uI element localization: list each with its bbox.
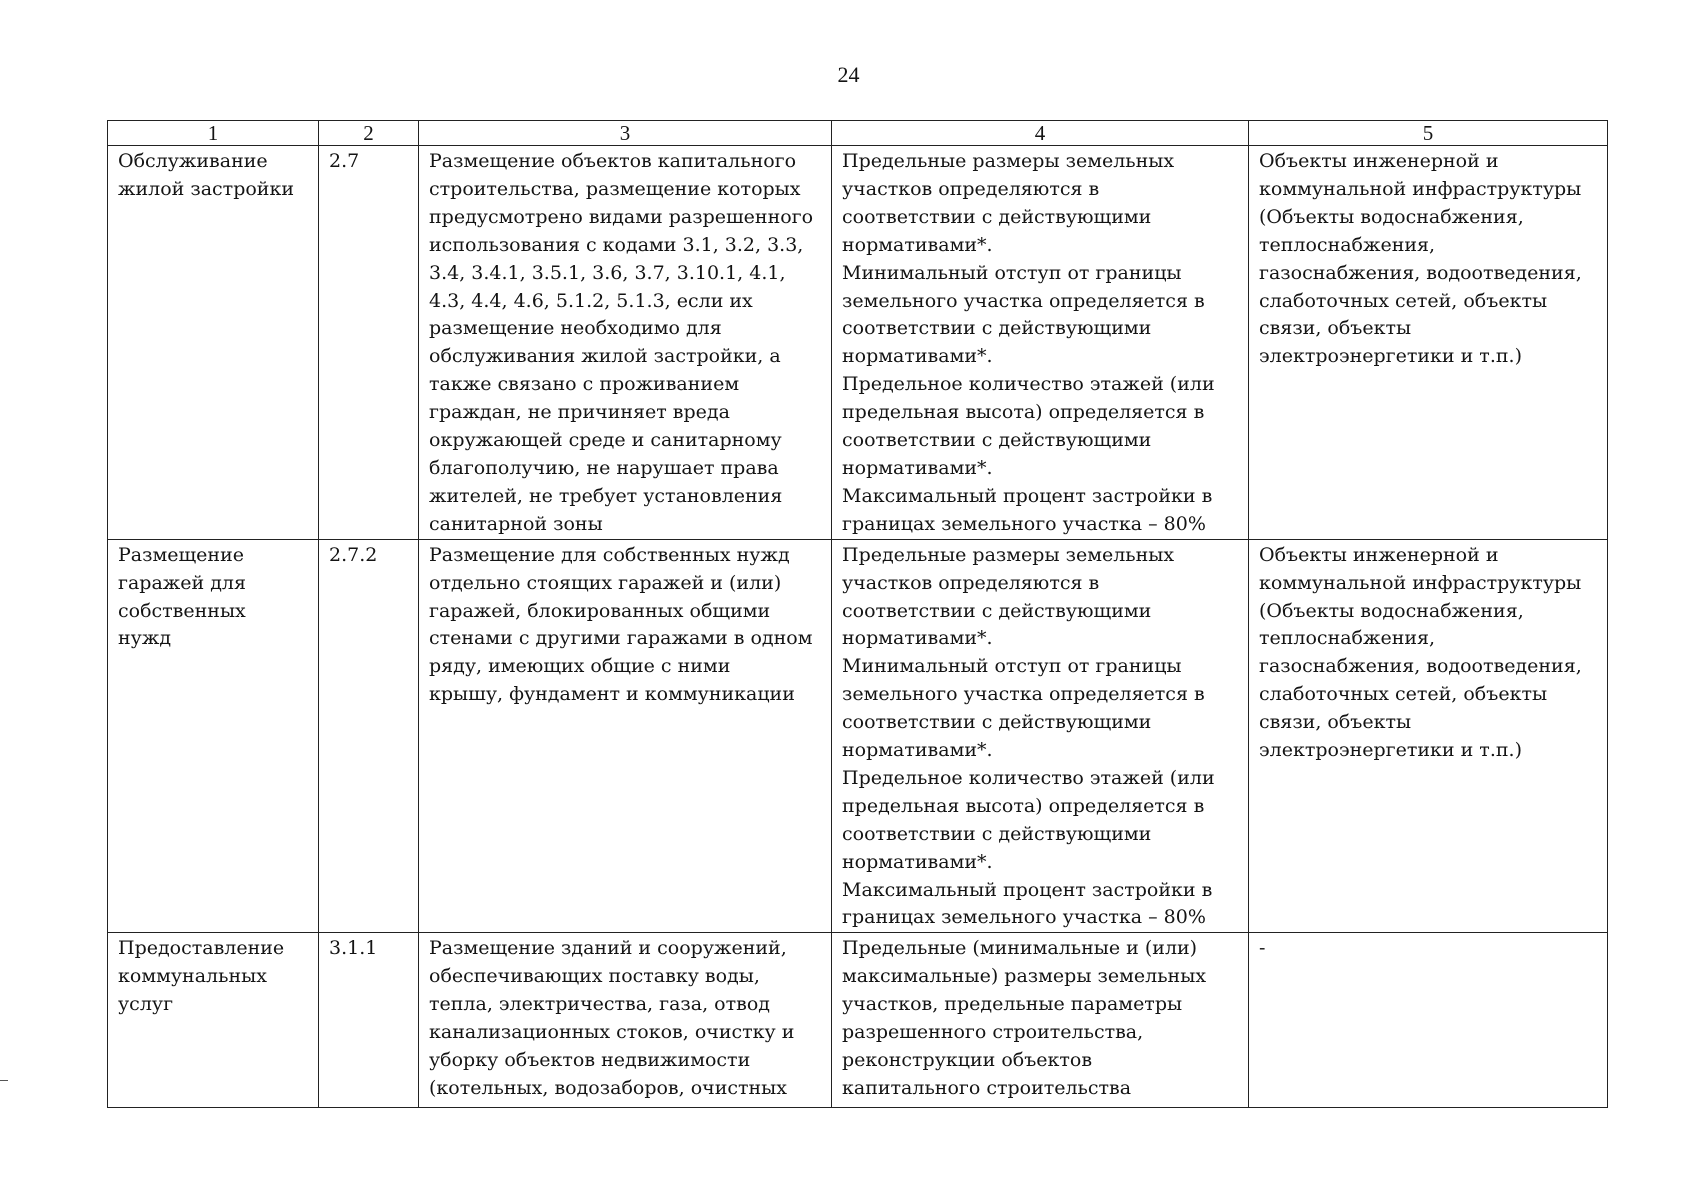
use-parameters: Предельные (минимальные и (или) максимальные) размеры земельных участков, предельные параметры разрешенного строительства, реконструкции объектов капитального строительства [842, 937, 1207, 1099]
use-parameters-cell [832, 146, 1249, 540]
column-header: 5 [1249, 121, 1608, 146]
use-code-cell [319, 539, 419, 933]
page-number: 24 [837, 62, 860, 87]
use-description: Размещение зданий и сооружений, обеспечивающих поставку воды, тепла, электричества, газа, отвод канализационных стоков, очистку и уборку объектов недвижимости (котельных, водозаборов, очистных [429, 937, 795, 1099]
auxiliary-uses: Объекты инженерной и коммунальной инфраструктуры (Объекты водоснабжения, теплоснабжения, газоснабжения, водоотведения, слаботочных сетей, объекты связи, объекты электроэнергетики и т.п.) [1259, 150, 1582, 368]
use-description-cell [419, 539, 832, 933]
use-name: Предоставление коммунальных услуг [118, 937, 285, 1016]
column-header: 2 [319, 121, 419, 146]
use-code: 2.7 [329, 150, 360, 172]
table-row [108, 146, 1608, 540]
use-code: 2.7.2 [329, 543, 378, 566]
use-parameters-cell [832, 539, 1249, 933]
use-parameters-cell [832, 933, 1249, 1108]
margin-mark [0, 1080, 8, 1081]
use-name: Обслуживание жилой застройки [118, 150, 295, 200]
auxiliary-uses-cell [1249, 933, 1608, 1108]
use-name-cell [108, 146, 319, 540]
use-parameters: Предельные размеры земельных участков определяются в соответствии с действующими нормативами*. Минимальный отступ от границы земельного участка определяется в соответствии с действующими нормативами*. Предельное количество этажей (или предельная высота) определяется в соответствии с действующими нормативами*. Максимальный процент застройки в границах земельного участка – 80% [842, 150, 1215, 535]
table-row [108, 933, 1608, 1108]
use-code-cell [319, 146, 419, 540]
column-header: 4 [832, 121, 1249, 146]
use-name-cell [108, 933, 319, 1108]
use-description-cell [419, 146, 832, 540]
zoning-table [107, 120, 1608, 1108]
table-header-row [108, 121, 1608, 146]
use-description: Размещение для собственных нужд отдельно стоящих гаражей и (или) гаражей, блокированных общими стенами с другими гаражами в одном ряду, имеющих общие с ними крышу, фундамент и коммуникации [429, 543, 813, 706]
auxiliary-uses: Объекты инженерной и коммунальной инфраструктуры (Объекты водоснабжения, теплоснабжения, газоснабжения, водоотведения, слаботочных сетей, объекты связи, объекты электроэнергетики и т.п.) [1259, 543, 1582, 762]
column-header: 1 [108, 121, 319, 146]
use-name-cell [108, 539, 319, 933]
use-code: 3.1.1 [329, 937, 378, 960]
use-description: Размещение объектов капитального строительства, размещение которых предусмотрено видами разрешенного использования с кодами 3.1, 3.2, 3.3, 3.4, 3.4.1, 3.5.1, 3.6, 3.7, 3.10.1, 4.1, 4.3, 4.4, 4.6, 5.1.2, 5.1.3, если их размещение необходимо для обслуживания жилой застройки, а также связано с проживанием граждан, не причиняет вреда окружающей среде и санитарному благополучию, не нарушает права жителей, не требует установления санитарной зоны [429, 150, 814, 535]
auxiliary-uses: - [1259, 937, 1266, 960]
auxiliary-uses-cell [1249, 539, 1608, 933]
use-name: Размещение гаражей для собственных нужд [118, 543, 246, 650]
auxiliary-uses-cell [1249, 146, 1608, 540]
use-code-cell [319, 933, 419, 1108]
column-header: 3 [419, 121, 832, 146]
use-description-cell [419, 933, 832, 1108]
use-parameters: Предельные размеры земельных участков определяются в соответствии с действующими нормативами*. Минимальный отступ от границы земельного участка определяется в соответствии с действующими нормативами*. Предельное количество этажей (или предельная высота) определяется в соответствии с действующими нормативами*. Максимальный процент застройки в границах земельного участка – 80% [842, 543, 1215, 929]
table-row [108, 539, 1608, 933]
